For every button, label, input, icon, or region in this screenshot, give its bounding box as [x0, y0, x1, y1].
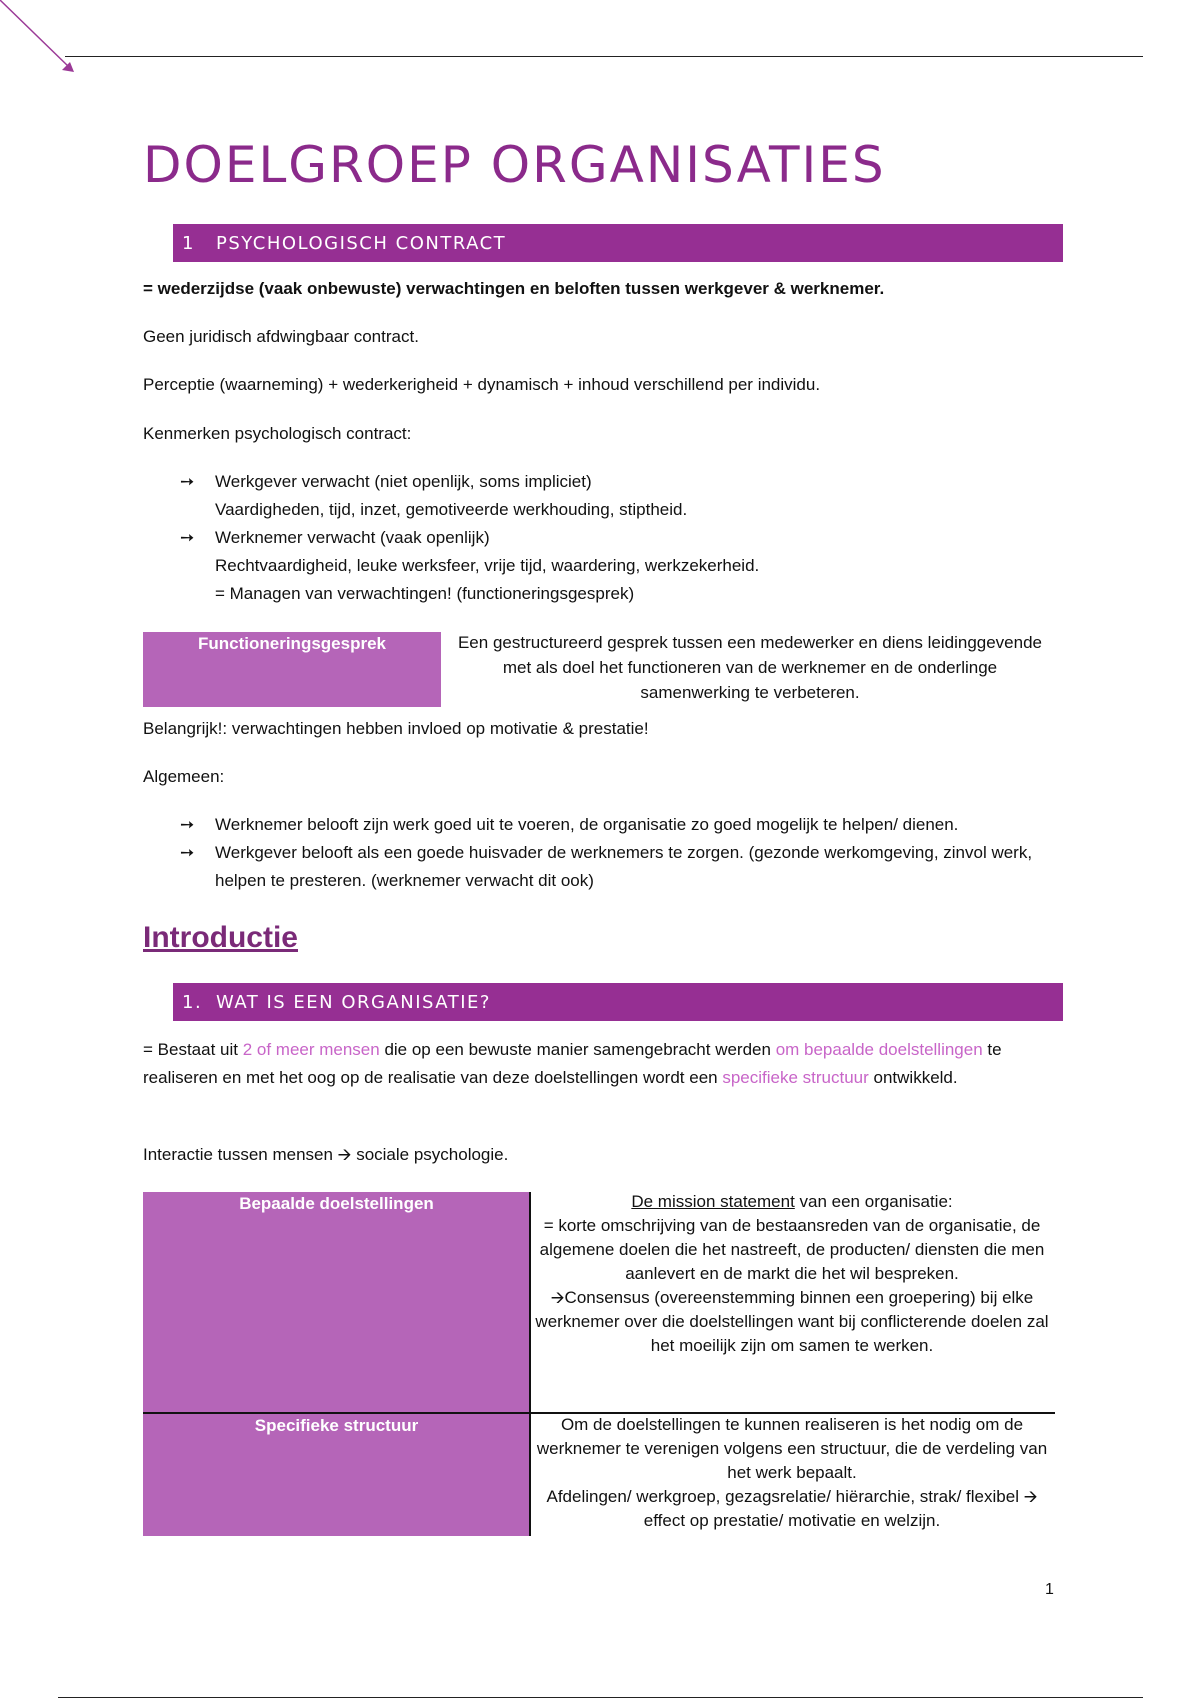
corner-arrow-icon — [0, 0, 80, 80]
text-run: = Bestaat uit — [143, 1040, 243, 1059]
section-number: 1. — [182, 991, 203, 1013]
highlight-text: specifieke structuur — [722, 1068, 869, 1087]
definition-text: = wederzijdse (vaak onbewuste) verwachtingen en beloften tussen werkgever & werknemer. — [143, 279, 885, 298]
intro-heading: Introductie — [143, 921, 298, 954]
list-item-detail: Rechtvaardigheid, leuke werksfeer, vrije tijd, waardering, werkzekerheid. — [215, 556, 760, 575]
list-item — [180, 468, 759, 524]
page-title: DOELGROEP ORGANISATIES — [143, 136, 886, 194]
table-text-cell — [532, 1190, 1052, 1358]
table-cell-heading — [532, 1190, 1052, 1214]
list-item-detail: Vaardigheden, tijd, inzet, gemotiveerde werkhouding, stiptheid. — [215, 500, 688, 519]
table-text-cell — [532, 1413, 1052, 1533]
general-list — [180, 811, 1060, 895]
underlined-text: De mission statement — [631, 1192, 795, 1211]
table-divider — [143, 1412, 1055, 1414]
list-item-text: Werkgever verwacht (niet openlijk, soms impliciet) — [215, 472, 592, 491]
section-title: PSYCHOLOGISCH CONTRACT — [216, 232, 507, 254]
table-cell-text: = korte omschrijving van de bestaansreden van de organisatie, de algemene doelen die het nastreeft, de producten/ diensten die men aanlevert en de markt die het wil bespreken. — [539, 1216, 1045, 1283]
infobox-text: Een gestructureerd gesprek tussen een medewerker en diens leidinggevende met als doel het functioneren van de werknemer en de onderlinge samenwerking te verbeteren. — [457, 633, 1043, 702]
organisation-definition — [143, 1036, 1033, 1092]
highlight-text: 2 of meer mensen — [242, 1040, 380, 1059]
section-title: WAT IS EEN ORGANISATIE? — [216, 991, 491, 1013]
text-run: van een organisatie: — [794, 1192, 953, 1211]
section-number: 1 — [182, 232, 195, 254]
text-run: te realiseren en met het oog op de realisatie van deze doelstellingen wordt een — [143, 1040, 1002, 1087]
paragraph: Interactie tussen mensen 🡪 sociale psychologie. — [143, 1145, 509, 1164]
list-item-text: Werknemer verwacht (vaak openlijk) — [215, 528, 490, 547]
page-number: 1 — [1045, 1581, 1054, 1598]
paragraph: Algemeen: — [143, 767, 225, 786]
header-rule — [65, 56, 1143, 57]
table-cell-text: Afdelingen/ werkgroep, gezagsrelatie/ hiërarchie, strak/ flexibel 🡪 effect op prestatie/ motivatie en welzijn. — [546, 1487, 1038, 1530]
list-item — [180, 524, 759, 608]
table-label-cell: Specifieke structuur — [143, 1414, 530, 1536]
table-divider — [529, 1192, 531, 1536]
list-item-text: Werkgever belooft als een goede huisvader de werknemers te zorgen. (gezonde werkomgeving, zinvol werk, helpen te presteren. (werknemer verwacht dit ook) — [215, 843, 1033, 890]
footer-rule — [58, 1697, 1143, 1698]
arrow-icon: ➙ — [180, 528, 195, 547]
arrow-icon: ➙ — [180, 472, 195, 491]
table-cell-text: Om de doelstellingen te kunnen realiseren is het nodig om de werknemer te verenigen volgens een structuur, die de verdeling van het werk bepaalt. — [536, 1415, 1048, 1482]
paragraph: Perceptie (waarneming) + wederkerigheid + dynamisch + inhoud verschillend per individu. — [143, 375, 821, 394]
characteristics-list — [180, 468, 759, 608]
list-item — [180, 839, 1060, 895]
paragraph: Kenmerken psychologisch contract: — [143, 424, 412, 443]
list-item-text: Werknemer belooft zijn werk goed uit te voeren, de organisatie zo goed mogelijk te helpen/ dienen. — [215, 815, 959, 834]
infobox-label: Functioneringsgesprek — [143, 632, 441, 707]
arrow-icon: ➙ — [180, 843, 195, 862]
table-cell-text: 🡪Consensus (overeenstemming binnen een groepering) bij elke werknemer over die doelstellingen want bij conflicterende doelen zal het moeilijk zijn om samen te werken. — [535, 1288, 1049, 1355]
text-run: ontwikkeld. — [868, 1068, 958, 1087]
section-heading-psychologisch-contract — [173, 224, 1063, 262]
table-label-cell: Bepaalde doelstellingen — [143, 1192, 530, 1412]
text-run: die op een bewuste manier samengebracht werden — [379, 1040, 776, 1059]
highlight-text: om bepaalde doelstellingen — [775, 1040, 983, 1059]
arrow-icon: ➙ — [180, 815, 195, 834]
section-heading-wat-is-een-organisatie — [173, 983, 1063, 1021]
list-item-note: = Managen van verwachtingen! (functioneringsgesprek) — [215, 584, 635, 603]
paragraph: Geen juridisch afdwingbaar contract. — [143, 327, 419, 346]
list-item — [180, 811, 1060, 839]
important-note: Belangrijk!: verwachtingen hebben invloed op motivatie & prestatie! — [143, 719, 649, 738]
